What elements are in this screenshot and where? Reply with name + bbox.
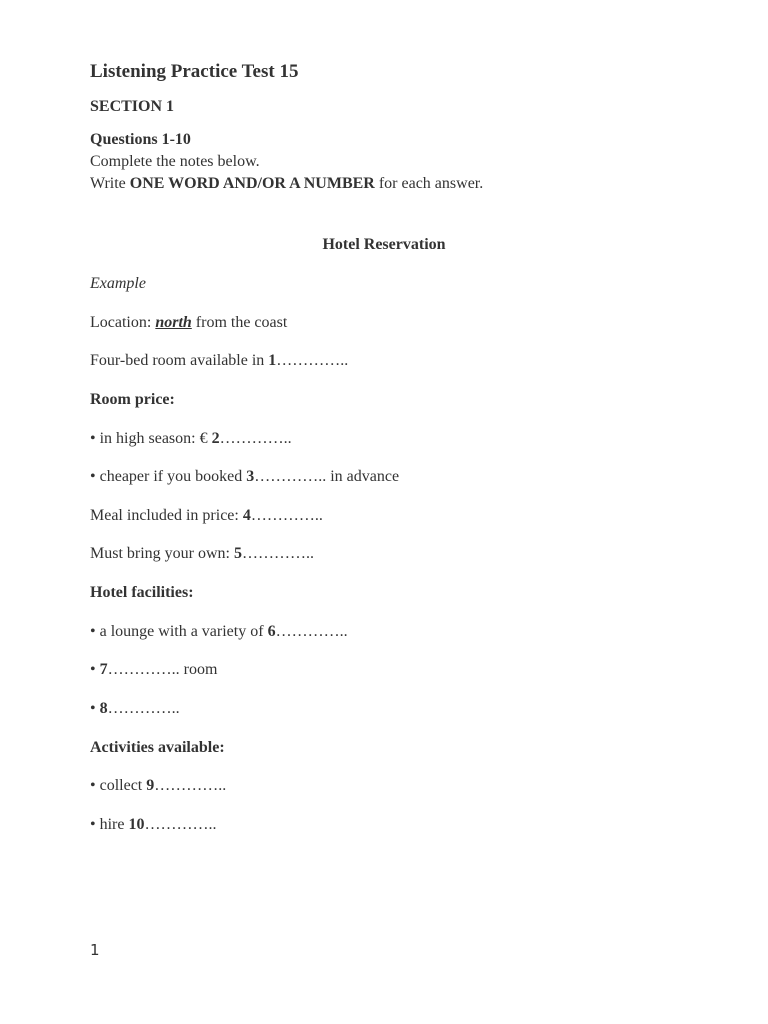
question-8 [90,699,180,719]
question-6-text: a lounge with a variety of [99,623,268,640]
question-1-text: Four-bed room available in [90,352,269,369]
question-6 [90,622,348,642]
bullet: • [90,816,100,833]
question-9-number: 9 [146,777,155,794]
question-2-text: in high season: € [99,430,212,447]
question-5-number: 5 [234,545,242,562]
instruction-word-limit [90,174,483,194]
question-5-text: Must bring your own: [90,545,234,562]
instruction-word-limit-pre: Write [90,175,130,192]
bullet: • [90,623,100,640]
question-3-text: cheaper if you booked [99,468,247,485]
answer-blank-3[interactable]: ………….. [254,468,327,485]
questions-label: Questions 1-10 [90,131,191,148]
activities-heading: Activities available: [90,739,225,756]
question-3-number: 3 [246,468,255,485]
question-4-number: 4 [242,507,251,524]
example-label: Example [90,275,146,292]
answer-blank-5[interactable]: ………….. [242,545,314,562]
question-7 [90,660,217,680]
instruction-word-limit-bold: ONE WORD AND/OR A NUMBER [129,175,375,192]
answer-blank-8[interactable]: ………….. [107,700,180,717]
question-2-number: 2 [211,430,220,447]
page-title: Listening Practice Test 15 [90,61,299,82]
form-title: Hotel Reservation [322,236,446,253]
example-answer: north [155,314,192,331]
example-line [90,313,287,333]
question-3-text-after: in advance [326,468,400,485]
instruction-word-limit-post: for each answer. [374,175,484,192]
question-3 [90,467,399,487]
question-1 [90,351,348,371]
question-6-number: 6 [267,623,276,640]
bullet: • [90,430,100,447]
answer-blank-9[interactable]: ………….. [154,777,227,794]
room-price-heading: Room price: [90,391,175,408]
question-10-text: hire [99,816,129,833]
example-post: from the coast [191,314,288,331]
answer-blank-2[interactable]: ………….. [219,430,292,447]
question-8-number: 8 [99,700,108,717]
question-1-number: 1 [268,352,277,369]
bullet: • [90,777,100,794]
question-7-number: 7 [99,661,108,678]
question-4-text: Meal included in price: [90,507,243,524]
question-4 [90,506,323,526]
answer-blank-7[interactable]: ………….. [107,661,180,678]
question-9-text: collect [99,777,147,794]
bullet: • [90,661,100,678]
bullet: • [90,468,100,485]
answer-blank-1[interactable]: ………….. [276,352,349,369]
question-9 [90,776,226,796]
question-2 [90,429,292,449]
question-7-text-after: room [179,661,218,678]
question-5 [90,544,314,564]
question-10 [90,815,216,835]
bullet: • [90,700,100,717]
answer-blank-4[interactable]: ………….. [250,507,323,524]
question-10-number: 10 [128,816,145,833]
hotel-facilities-heading: Hotel facilities: [90,584,194,601]
instruction-complete-notes: Complete the notes below. [90,153,260,170]
answer-blank-10[interactable]: ………….. [144,816,217,833]
example-pre: Location: [90,314,156,331]
answer-blank-6[interactable]: ………….. [275,623,348,640]
page-number: 1 [90,941,100,959]
section-heading: SECTION 1 [90,98,175,115]
